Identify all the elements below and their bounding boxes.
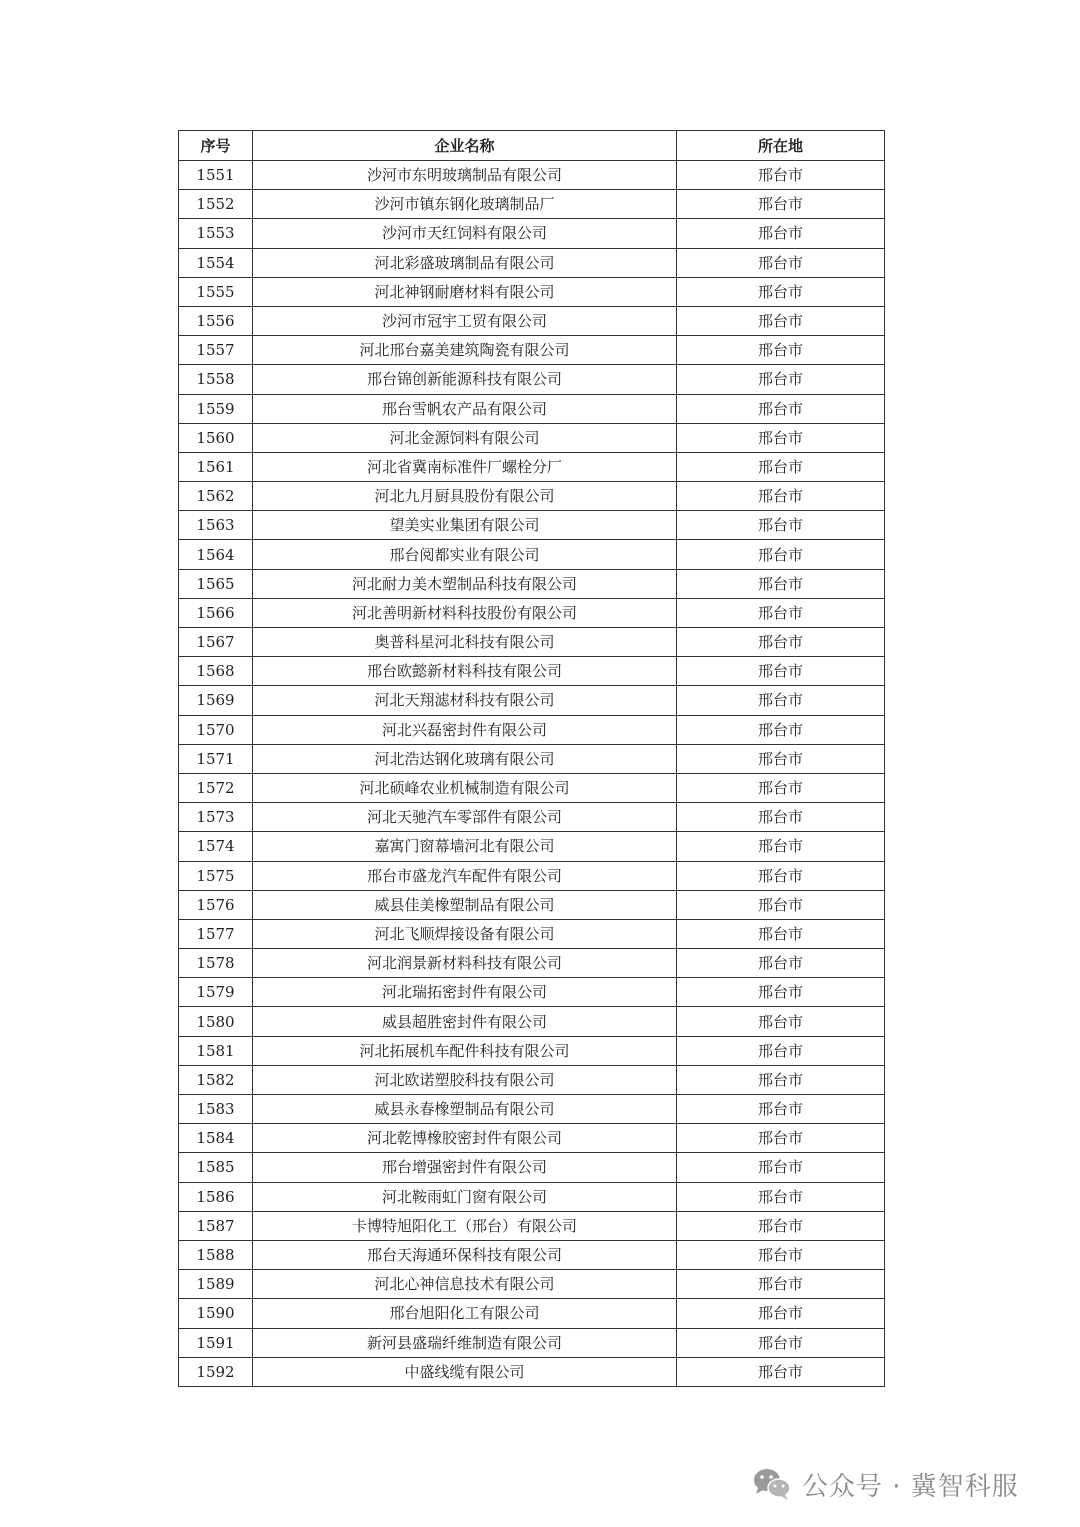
- cell-serial-number: 1563: [179, 511, 253, 540]
- table-row: [179, 540, 885, 569]
- cell-location: 邢台市: [677, 1124, 885, 1153]
- cell-company-name: 邢台增强密封件有限公司: [253, 1153, 677, 1182]
- cell-location: 邢台市: [677, 1270, 885, 1299]
- table-row: [179, 744, 885, 773]
- table-row: [179, 365, 885, 394]
- watermark: [752, 1462, 1019, 1506]
- cell-serial-number: 1574: [179, 832, 253, 861]
- cell-location: 邢台市: [677, 277, 885, 306]
- table-row: [179, 1065, 885, 1094]
- table-row: [179, 598, 885, 627]
- cell-serial-number: 1553: [179, 219, 253, 248]
- cell-company-name: 河北耐力美木塑制品科技有限公司: [253, 569, 677, 598]
- cell-serial-number: 1579: [179, 978, 253, 1007]
- table-row: [179, 890, 885, 919]
- header-serial-number: 序号: [179, 131, 253, 161]
- cell-serial-number: 1581: [179, 1036, 253, 1065]
- cell-company-name: 河北硕峰农业机械制造有限公司: [253, 773, 677, 802]
- cell-serial-number: 1575: [179, 861, 253, 890]
- table-row: [179, 628, 885, 657]
- table-row: [179, 715, 885, 744]
- cell-location: 邢台市: [677, 306, 885, 335]
- cell-serial-number: 1557: [179, 336, 253, 365]
- cell-location: 邢台市: [677, 1065, 885, 1094]
- cell-location: 邢台市: [677, 161, 885, 190]
- cell-serial-number: 1583: [179, 1095, 253, 1124]
- cell-location: 邢台市: [677, 482, 885, 511]
- cell-company-name: 河北瑞拓密封件有限公司: [253, 978, 677, 1007]
- cell-location: 邢台市: [677, 248, 885, 277]
- cell-location: 邢台市: [677, 628, 885, 657]
- cell-company-name: 新河县盛瑞纤维制造有限公司: [253, 1328, 677, 1357]
- cell-location: 邢台市: [677, 336, 885, 365]
- cell-location: 邢台市: [677, 190, 885, 219]
- cell-location: 邢台市: [677, 1328, 885, 1357]
- cell-serial-number: 1556: [179, 306, 253, 335]
- table-row: [179, 248, 885, 277]
- cell-company-name: 河北九月厨具股份有限公司: [253, 482, 677, 511]
- table-header-row: [179, 131, 885, 161]
- cell-company-name: 威县永春橡塑制品有限公司: [253, 1095, 677, 1124]
- cell-serial-number: 1573: [179, 803, 253, 832]
- cell-company-name: 河北乾博橡胶密封件有限公司: [253, 1124, 677, 1153]
- cell-location: 邢台市: [677, 890, 885, 919]
- table-row: [179, 511, 885, 540]
- table-row: [179, 1240, 885, 1269]
- cell-company-name: 威县佳美橡塑制品有限公司: [253, 890, 677, 919]
- cell-location: 邢台市: [677, 949, 885, 978]
- cell-location: 邢台市: [677, 365, 885, 394]
- cell-serial-number: 1551: [179, 161, 253, 190]
- cell-location: 邢台市: [677, 1211, 885, 1240]
- cell-serial-number: 1560: [179, 423, 253, 452]
- cell-company-name: 邢台天海通环保科技有限公司: [253, 1240, 677, 1269]
- table-row: [179, 1211, 885, 1240]
- cell-company-name: 河北飞顺焊接设备有限公司: [253, 919, 677, 948]
- cell-company-name: 河北金源饲料有限公司: [253, 423, 677, 452]
- cell-location: 邢台市: [677, 744, 885, 773]
- cell-serial-number: 1582: [179, 1065, 253, 1094]
- cell-location: 邢台市: [677, 657, 885, 686]
- cell-location: 邢台市: [677, 861, 885, 890]
- cell-location: 邢台市: [677, 1007, 885, 1036]
- table-row: [179, 1007, 885, 1036]
- table-row: [179, 978, 885, 1007]
- cell-location: 邢台市: [677, 598, 885, 627]
- cell-serial-number: 1570: [179, 715, 253, 744]
- cell-company-name: 奥普科星河北科技有限公司: [253, 628, 677, 657]
- table-row: [179, 1299, 885, 1328]
- table-row: [179, 277, 885, 306]
- cell-company-name: 河北神钢耐磨材料有限公司: [253, 277, 677, 306]
- cell-company-name: 河北省冀南标准件厂螺栓分厂: [253, 452, 677, 481]
- cell-serial-number: 1572: [179, 773, 253, 802]
- table-row: [179, 1182, 885, 1211]
- cell-serial-number: 1554: [179, 248, 253, 277]
- header-company-name: 企业名称: [253, 131, 677, 161]
- wechat-icon: [752, 1466, 792, 1502]
- table-row: [179, 1357, 885, 1386]
- cell-company-name: 威县超胜密封件有限公司: [253, 1007, 677, 1036]
- table-row: [179, 569, 885, 598]
- cell-serial-number: 1578: [179, 949, 253, 978]
- table-row: [179, 161, 885, 190]
- cell-company-name: 河北浩达钢化玻璃有限公司: [253, 744, 677, 773]
- cell-location: 邢台市: [677, 1095, 885, 1124]
- table-row: [179, 1036, 885, 1065]
- cell-company-name: 邢台旭阳化工有限公司: [253, 1299, 677, 1328]
- cell-location: 邢台市: [677, 832, 885, 861]
- cell-company-name: 邢台阅都实业有限公司: [253, 540, 677, 569]
- enterprise-table: [178, 130, 885, 1387]
- cell-company-name: 嘉寓门窗幕墙河北有限公司: [253, 832, 677, 861]
- cell-location: 邢台市: [677, 1240, 885, 1269]
- cell-serial-number: 1585: [179, 1153, 253, 1182]
- cell-company-name: 邢台市盛龙汽车配件有限公司: [253, 861, 677, 890]
- cell-company-name: 邢台锦创新能源科技有限公司: [253, 365, 677, 394]
- header-location: 所在地: [677, 131, 885, 161]
- cell-serial-number: 1580: [179, 1007, 253, 1036]
- table-row: [179, 1124, 885, 1153]
- cell-location: 邢台市: [677, 452, 885, 481]
- cell-serial-number: 1558: [179, 365, 253, 394]
- cell-serial-number: 1561: [179, 452, 253, 481]
- cell-serial-number: 1568: [179, 657, 253, 686]
- cell-location: 邢台市: [677, 1153, 885, 1182]
- table-row: [179, 1270, 885, 1299]
- table-row: [179, 832, 885, 861]
- cell-location: 邢台市: [677, 394, 885, 423]
- cell-company-name: 沙河市天红饲料有限公司: [253, 219, 677, 248]
- cell-location: 邢台市: [677, 686, 885, 715]
- table-row: [179, 803, 885, 832]
- cell-location: 邢台市: [677, 423, 885, 452]
- table-row: [179, 861, 885, 890]
- cell-company-name: 河北彩盛玻璃制品有限公司: [253, 248, 677, 277]
- cell-company-name: 卡博特旭阳化工（邢台）有限公司: [253, 1211, 677, 1240]
- cell-location: 邢台市: [677, 1357, 885, 1386]
- cell-company-name: 河北天驰汽车零部件有限公司: [253, 803, 677, 832]
- cell-serial-number: 1576: [179, 890, 253, 919]
- table-row: [179, 773, 885, 802]
- table-row: [179, 190, 885, 219]
- cell-company-name: 河北欧诺塑胶科技有限公司: [253, 1065, 677, 1094]
- cell-company-name: 河北拓展机车配件科技有限公司: [253, 1036, 677, 1065]
- cell-serial-number: 1567: [179, 628, 253, 657]
- cell-location: 邢台市: [677, 715, 885, 744]
- cell-location: 邢台市: [677, 1299, 885, 1328]
- table-row: [179, 306, 885, 335]
- table-row: [179, 657, 885, 686]
- table-row: [179, 423, 885, 452]
- cell-company-name: 沙河市镇东钢化玻璃制品厂: [253, 190, 677, 219]
- cell-location: 邢台市: [677, 803, 885, 832]
- table-row: [179, 482, 885, 511]
- cell-company-name: 望美实业集团有限公司: [253, 511, 677, 540]
- cell-serial-number: 1590: [179, 1299, 253, 1328]
- cell-company-name: 沙河市冠宇工贸有限公司: [253, 306, 677, 335]
- cell-serial-number: 1552: [179, 190, 253, 219]
- table-row: [179, 1095, 885, 1124]
- cell-location: 邢台市: [677, 569, 885, 598]
- table-row: [179, 1153, 885, 1182]
- cell-serial-number: 1589: [179, 1270, 253, 1299]
- cell-serial-number: 1591: [179, 1328, 253, 1357]
- cell-serial-number: 1564: [179, 540, 253, 569]
- cell-serial-number: 1587: [179, 1211, 253, 1240]
- cell-location: 邢台市: [677, 919, 885, 948]
- cell-serial-number: 1577: [179, 919, 253, 948]
- cell-company-name: 河北兴磊密封件有限公司: [253, 715, 677, 744]
- cell-location: 邢台市: [677, 540, 885, 569]
- cell-company-name: 河北善明新材料科技股份有限公司: [253, 598, 677, 627]
- cell-location: 邢台市: [677, 511, 885, 540]
- cell-company-name: 邢台雪帆农产品有限公司: [253, 394, 677, 423]
- cell-location: 邢台市: [677, 773, 885, 802]
- cell-company-name: 河北心神信息技术有限公司: [253, 1270, 677, 1299]
- watermark-text: 公众号 · 冀智科服: [802, 1471, 1019, 1502]
- cell-serial-number: 1588: [179, 1240, 253, 1269]
- table-row: [179, 949, 885, 978]
- cell-location: 邢台市: [677, 219, 885, 248]
- table-row: [179, 336, 885, 365]
- cell-company-name: 中盛线缆有限公司: [253, 1357, 677, 1386]
- cell-company-name: 沙河市东明玻璃制品有限公司: [253, 161, 677, 190]
- table-row: [179, 919, 885, 948]
- cell-company-name: 邢台欧懿新材料科技有限公司: [253, 657, 677, 686]
- cell-company-name: 河北邢台嘉美建筑陶瓷有限公司: [253, 336, 677, 365]
- cell-serial-number: 1592: [179, 1357, 253, 1386]
- table-row: [179, 394, 885, 423]
- cell-location: 邢台市: [677, 1036, 885, 1065]
- table-row: [179, 219, 885, 248]
- cell-serial-number: 1586: [179, 1182, 253, 1211]
- cell-company-name: 河北鞍雨虹门窗有限公司: [253, 1182, 677, 1211]
- cell-location: 邢台市: [677, 978, 885, 1007]
- table-row: [179, 452, 885, 481]
- cell-serial-number: 1584: [179, 1124, 253, 1153]
- cell-company-name: 河北润景新材料科技有限公司: [253, 949, 677, 978]
- cell-serial-number: 1569: [179, 686, 253, 715]
- cell-serial-number: 1562: [179, 482, 253, 511]
- cell-serial-number: 1571: [179, 744, 253, 773]
- cell-serial-number: 1555: [179, 277, 253, 306]
- cell-serial-number: 1565: [179, 569, 253, 598]
- table-row: [179, 686, 885, 715]
- cell-serial-number: 1559: [179, 394, 253, 423]
- table-row: [179, 1328, 885, 1357]
- cell-serial-number: 1566: [179, 598, 253, 627]
- cell-company-name: 河北天翔滤材科技有限公司: [253, 686, 677, 715]
- cell-location: 邢台市: [677, 1182, 885, 1211]
